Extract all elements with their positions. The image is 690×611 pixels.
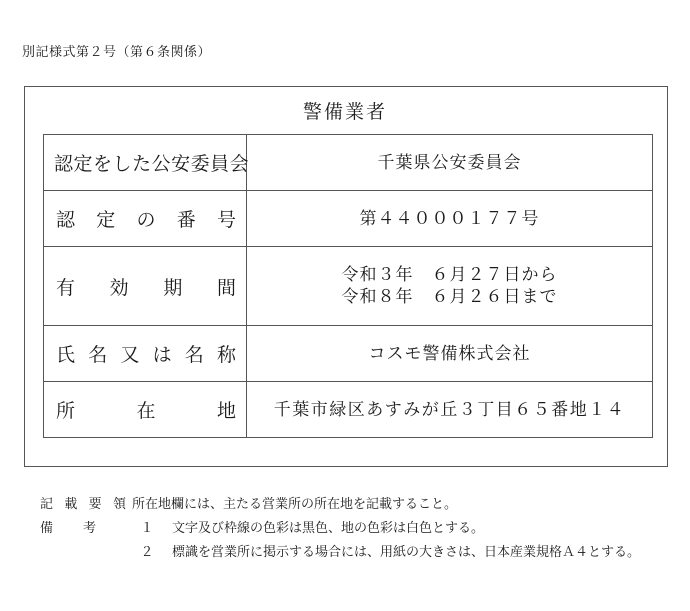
row-value (247, 135, 653, 191)
info-table (43, 134, 653, 438)
note-remark-2 (40, 541, 640, 565)
label-name: 氏 名 又 は 名 称 (56, 344, 236, 366)
note-remark-1 (40, 517, 640, 541)
label-address: 所 在 地 (56, 400, 236, 422)
label-validity-period: 有 効 期 間 (56, 276, 236, 299)
row-value (247, 191, 653, 247)
remark-number: １ (140, 521, 154, 536)
remarks-heading: 備 考 (40, 521, 96, 536)
value-commission: 千葉県公安委員会 (377, 152, 522, 173)
note-entry-instructions (40, 493, 640, 517)
value-company-name: コスモ警備株式会社 (368, 343, 531, 364)
table-row (44, 382, 653, 438)
row-label (44, 135, 250, 191)
form-reference: 別記様式第２号（第６条関係） (22, 45, 212, 60)
value-period-end: 令和８年 ６月２６日まで (341, 287, 558, 307)
note-entry-text: 所在地欄には、主たる営業所の所在地を記載すること。 (132, 497, 458, 512)
row-label (44, 191, 247, 247)
row-value (247, 326, 653, 382)
row-label (44, 326, 247, 382)
row-value (247, 247, 653, 326)
sign-title: 警備業者 (302, 101, 387, 123)
table-row (44, 191, 653, 247)
remark-text: 標識を営業所に掲示する場合には、用紙の大きさは、日本産業規格Ａ４とする。 (172, 545, 641, 560)
row-value (247, 382, 653, 438)
row-label (44, 247, 247, 326)
label-certification-number: 認 定 の 番 号 (56, 209, 236, 231)
label-authorizing-commission: 認定をした公安委員会 (54, 153, 250, 175)
table-row (44, 326, 653, 382)
value-address: 千葉市緑区あすみが丘３丁目６５番地１４ (273, 399, 626, 420)
remarks-spacer (40, 541, 126, 565)
value-certification-number: 第４４０００１７７号 (359, 208, 540, 229)
row-label (44, 382, 247, 438)
remark-number: ２ (140, 545, 154, 560)
value-period-start: 令和３年 ６月２７日から (341, 265, 558, 285)
remark-text: 文字及び枠線の色彩は黒色、地の色彩は白色とする。 (172, 521, 485, 536)
note-heading: 記 載 要 領 (40, 497, 126, 512)
notes-section (40, 493, 640, 565)
table-row (44, 135, 653, 191)
table-row (44, 247, 653, 326)
